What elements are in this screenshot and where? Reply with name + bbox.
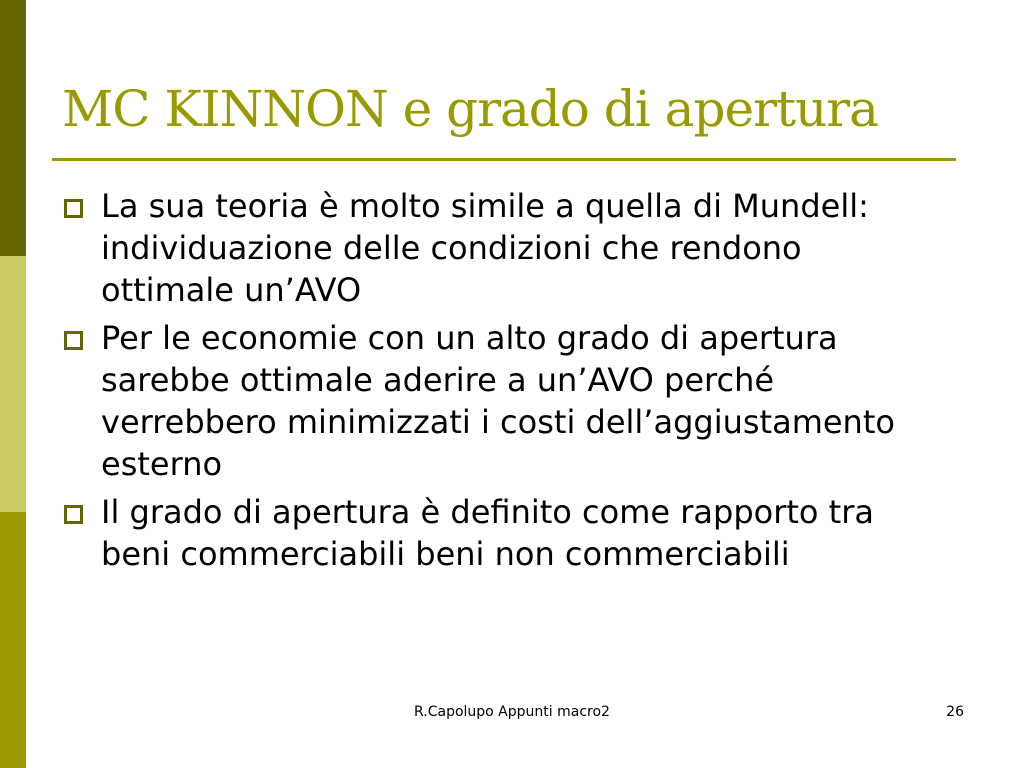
square-bullet-icon xyxy=(64,199,83,218)
sidebar-stripe-light xyxy=(0,256,26,512)
bullet-text: Il grado di apertura è definito come rapporto tra beni commerciabili beni non commerciabili xyxy=(101,493,874,573)
footer-text: R.Capolupo Appunti macro2 xyxy=(414,704,610,720)
title-underline xyxy=(52,158,956,161)
bullet-text: Per le economie con un alto grado di apertura sarebbe ottimale aderire a un’AVO perché verrebbero minimizzati i costi dell’aggiustamento esterno xyxy=(101,319,895,483)
sidebar-stripe-olive xyxy=(0,512,26,768)
bullet-item xyxy=(64,185,944,311)
bullet-item xyxy=(64,317,944,485)
slide-title: MC KINNON e grado di apertura xyxy=(62,80,878,138)
sidebar-stripe-dark xyxy=(0,0,26,256)
square-bullet-icon xyxy=(64,505,83,524)
page-number: 26 xyxy=(946,704,964,720)
bullet-item xyxy=(64,491,944,575)
square-bullet-icon xyxy=(64,331,83,350)
bullet-text: La sua teoria è molto simile a quella di Mundell: individuazione delle condizioni che rendono ottimale un’AVO xyxy=(101,187,869,309)
bullet-list xyxy=(64,185,944,581)
